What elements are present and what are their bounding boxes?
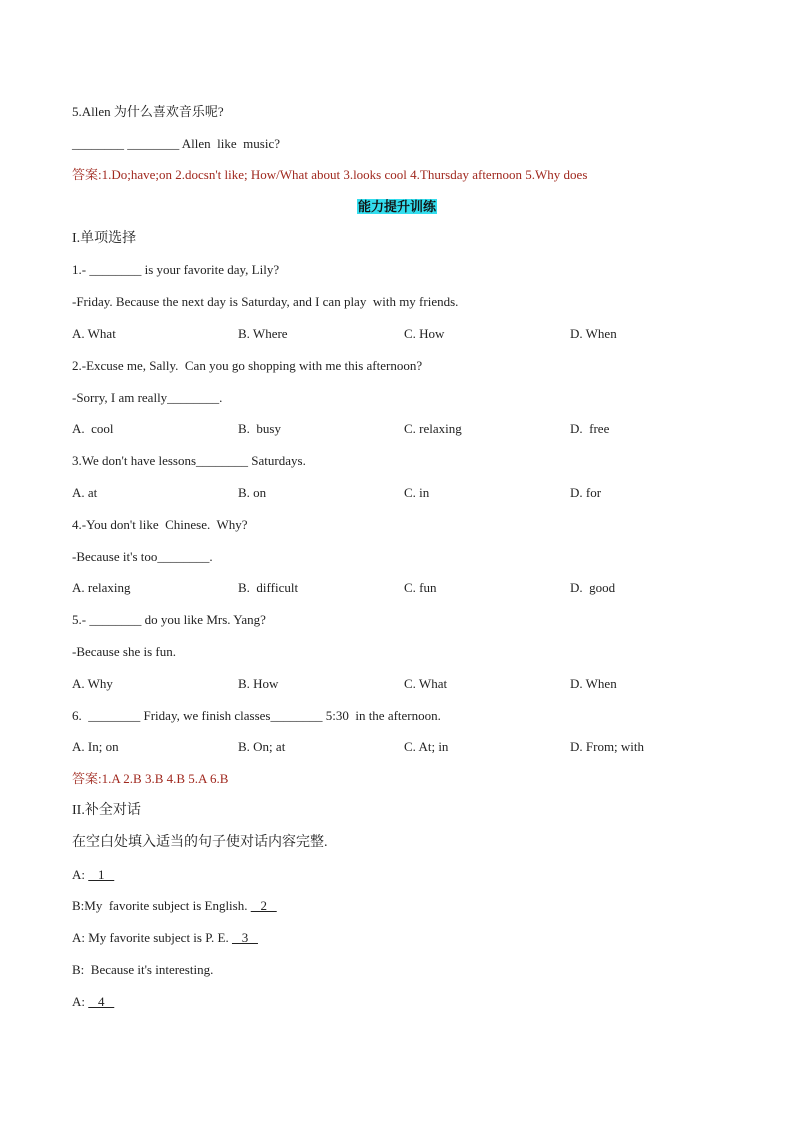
q5-line-1: 5.- ________ do you like Mrs. Yang? — [72, 612, 266, 627]
dialog-blank-4[interactable]: 4 — [88, 994, 115, 1009]
q1-option-c[interactable]: C. How — [404, 326, 445, 341]
q6-option-d[interactable]: D. From; with — [570, 739, 645, 754]
q4-line-1: 4.-You don't like Chinese. Why? — [72, 517, 248, 532]
q2-option-d[interactable]: D. free — [570, 421, 610, 436]
q3-option-d[interactable]: D. for — [570, 485, 602, 500]
q2-line-1: 2.-Excuse me, Sally. Can you go shopping with me this afternoon? — [72, 358, 423, 373]
q2-option-c[interactable]: C. relaxing — [404, 421, 462, 436]
q1-option-d[interactable]: D. When — [570, 326, 617, 341]
dialog-speaker-4: B: Because it's interesting. — [72, 962, 214, 977]
dialog-line-2 — [72, 898, 277, 914]
q6-option-a[interactable]: A. In; on — [72, 739, 119, 754]
q3-option-a[interactable]: A. at — [72, 485, 98, 500]
dialog-blank-1[interactable]: 1 — [88, 867, 115, 882]
dialog-line-3 — [72, 930, 258, 946]
part1-title: I.单项选择 — [72, 231, 137, 246]
q1-line-1: 1.- ________ is your favorite day, Lily? — [72, 262, 280, 277]
q1-line-2: -Friday. Because the next day is Saturday, and I can play with my friends. — [72, 294, 459, 309]
dialog-speaker-2: B:My favorite subject is English. — [72, 898, 251, 913]
q5-option-d[interactable]: D. When — [570, 676, 617, 691]
q5-option-b[interactable]: B. How — [238, 676, 279, 691]
q4-line-2: -Because it's too________. — [72, 549, 213, 564]
section-heading — [0, 199, 794, 215]
prev-answer: 答案:1.Do;have;on 2.docsn't like; How/What about 3.looks cool 4.Thursday afternoon 5.Why does — [72, 167, 588, 182]
section-heading-text: 能力提升训练 — [357, 199, 436, 214]
part2-instruction: 在空白处填入适当的句子使对话内容完整. — [72, 835, 328, 850]
prev-q5-fill: ________ ________ Allen like music? — [72, 136, 280, 151]
part2-title: II.补全对话 — [72, 803, 141, 818]
dialog-blank-3[interactable]: 3 — [231, 930, 258, 945]
q4-option-d[interactable]: D. good — [570, 580, 616, 595]
prev-q5-prompt: 5.Allen 为什么喜欢音乐呢? — [72, 104, 224, 119]
dialog-blank-2[interactable]: 2 — [250, 898, 277, 913]
q6-option-c[interactable]: C. At; in — [404, 739, 449, 754]
q3-option-c[interactable]: C. in — [404, 485, 430, 500]
dialog-speaker-3: A: My favorite subject is P. E. — [72, 930, 232, 945]
dialog-line-5 — [72, 994, 114, 1010]
q5-option-c[interactable]: C. What — [404, 676, 448, 691]
q3-option-b[interactable]: B. on — [238, 485, 267, 500]
q6-line-1: 6. ________ Friday, we finish classes________ 5:30 in the afternoon. — [72, 708, 441, 723]
q4-option-a[interactable]: A. relaxing — [72, 580, 131, 595]
dialog-speaker-5: A: — [72, 994, 89, 1009]
q4-option-c[interactable]: C. fun — [404, 580, 437, 595]
q3-line-1: 3.We don't have lessons________ Saturdays. — [72, 453, 306, 468]
dialog-line-1 — [72, 867, 114, 883]
q4-option-b[interactable]: B. difficult — [238, 580, 299, 595]
dialog-line-4 — [72, 962, 213, 978]
q2-line-2: -Sorry, I am really________. — [72, 390, 223, 405]
q5-option-a[interactable]: A. Why — [72, 676, 113, 691]
q6-option-b[interactable]: B. On; at — [238, 739, 286, 754]
q1-option-b[interactable]: B. Where — [238, 326, 288, 341]
q5-line-2: -Because she is fun. — [72, 644, 176, 659]
q2-option-b[interactable]: B. busy — [238, 421, 281, 436]
q2-option-a[interactable]: A. cool — [72, 421, 114, 436]
dialog-speaker-1: A: — [72, 867, 89, 882]
q1-option-a[interactable]: A. What — [72, 326, 116, 341]
part1-answer: 答案:1.A 2.B 3.B 4.B 5.A 6.B — [72, 771, 229, 786]
